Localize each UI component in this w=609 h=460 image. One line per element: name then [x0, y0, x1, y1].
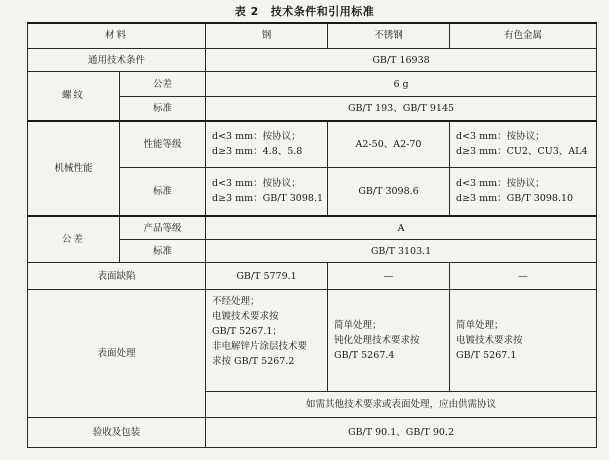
thread-standard-value: GB/T 193、GB/T 9145 — [206, 96, 597, 120]
mechanical-grade-stainless: A2-50、A2-70 — [328, 121, 450, 168]
header-row — [28, 23, 597, 48]
mechanical-grade-label: 性能等级 — [120, 121, 206, 168]
text-line: 求按 GB/T 5267.2 — [212, 355, 295, 367]
mechanical-grade-nonferrous — [450, 121, 597, 168]
surface-defects-steel: GB/T 5779.1 — [206, 263, 328, 290]
tolerance-grade-label: 产品等级 — [120, 216, 206, 239]
text-line: 钝化处理技术要求按 — [334, 334, 420, 346]
surface-defects-label: 表面缺陷 — [28, 263, 206, 290]
surface-treatment-note: 如需其他技术要求或表面处理，应由供需协议 — [206, 391, 597, 418]
surface-treatment-row — [28, 289, 597, 391]
spec-table — [27, 22, 597, 448]
general-label: 通用技术条件 — [28, 48, 206, 71]
surface-treatment-label: 表面处理 — [28, 289, 206, 417]
mechanical-standard-stainless: GB/T 3098.6 — [328, 167, 450, 216]
caption-title: 技术条件和引用标准 — [270, 5, 375, 18]
text-line: d≥3 mm：GB/T 3098.1 — [212, 193, 324, 205]
acceptance-label: 验收及包装 — [28, 418, 206, 448]
header-nonferrous: 有色金属 — [450, 23, 597, 48]
mechanical-standard-label: 标准 — [120, 167, 206, 216]
text-line: d<3 mm：按协议； — [212, 131, 301, 143]
text-line: d<3 mm：按协议； — [212, 178, 301, 190]
text-line: 不经处理； — [212, 295, 260, 307]
thread-tolerance-row — [28, 72, 597, 96]
surface-defects-nonferrous: — — [450, 263, 597, 290]
surface-treatment-steel — [206, 289, 328, 391]
mechanical-standard-steel — [206, 167, 328, 216]
tolerance-standard-label: 标准 — [120, 239, 206, 262]
table-caption — [0, 3, 609, 19]
text-line: d≥3 mm：4.8、5.8 — [212, 146, 303, 158]
tolerance-label: 公差 — [28, 216, 120, 263]
thread-tolerance-label: 公差 — [120, 72, 206, 96]
tolerance-grade-value: A — [206, 216, 597, 239]
header-steel: 钢 — [206, 23, 328, 48]
acceptance-value: GB/T 90.1、GB/T 90.2 — [206, 418, 597, 448]
thread-standard-label: 标准 — [120, 96, 206, 120]
thread-tolerance-value: 6 g — [206, 72, 597, 96]
tolerance-standard-value: GB/T 3103.1 — [206, 239, 597, 262]
mechanical-standard-nonferrous — [450, 167, 597, 216]
header-material: 材料 — [28, 23, 206, 48]
mechanical-grade-steel — [206, 121, 328, 168]
mechanical-label: 机械性能 — [28, 121, 120, 217]
general-row — [28, 48, 597, 71]
surface-treatment-nonferrous — [450, 289, 597, 391]
text-line: d≥3 mm：CU2、CU3、AL4 — [456, 146, 588, 158]
text-line: 电镀技术要求按 — [456, 334, 523, 346]
text-line: 简单处理； — [334, 319, 382, 331]
text-line: 非电解锌片涂层技术要 — [212, 340, 308, 352]
surface-defects-stainless: — — [328, 263, 450, 290]
text-line: d≥3 mm：GB/T 3098.10 — [456, 193, 574, 205]
text-line: d<3 mm：按协议； — [456, 131, 545, 143]
text-line: GB/T 5267.1； — [212, 325, 282, 337]
tolerance-grade-row — [28, 216, 597, 239]
caption-number: 表 2 — [234, 5, 259, 18]
header-stainless: 不锈钢 — [328, 23, 450, 48]
text-line: 简单处理； — [456, 319, 504, 331]
text-line: d<3 mm：按协议； — [456, 178, 545, 190]
text-line: GB/T 5267.1 — [456, 349, 517, 361]
text-line: 电镀技术要求按 — [212, 310, 279, 322]
surface-defects-row — [28, 263, 597, 290]
general-value: GB/T 16938 — [206, 48, 597, 71]
surface-treatment-stainless — [328, 289, 450, 391]
thread-label: 螺纹 — [28, 72, 120, 121]
acceptance-row — [28, 418, 597, 448]
mechanical-grade-row — [28, 121, 597, 168]
text-line: GB/T 5267.4 — [334, 349, 395, 361]
